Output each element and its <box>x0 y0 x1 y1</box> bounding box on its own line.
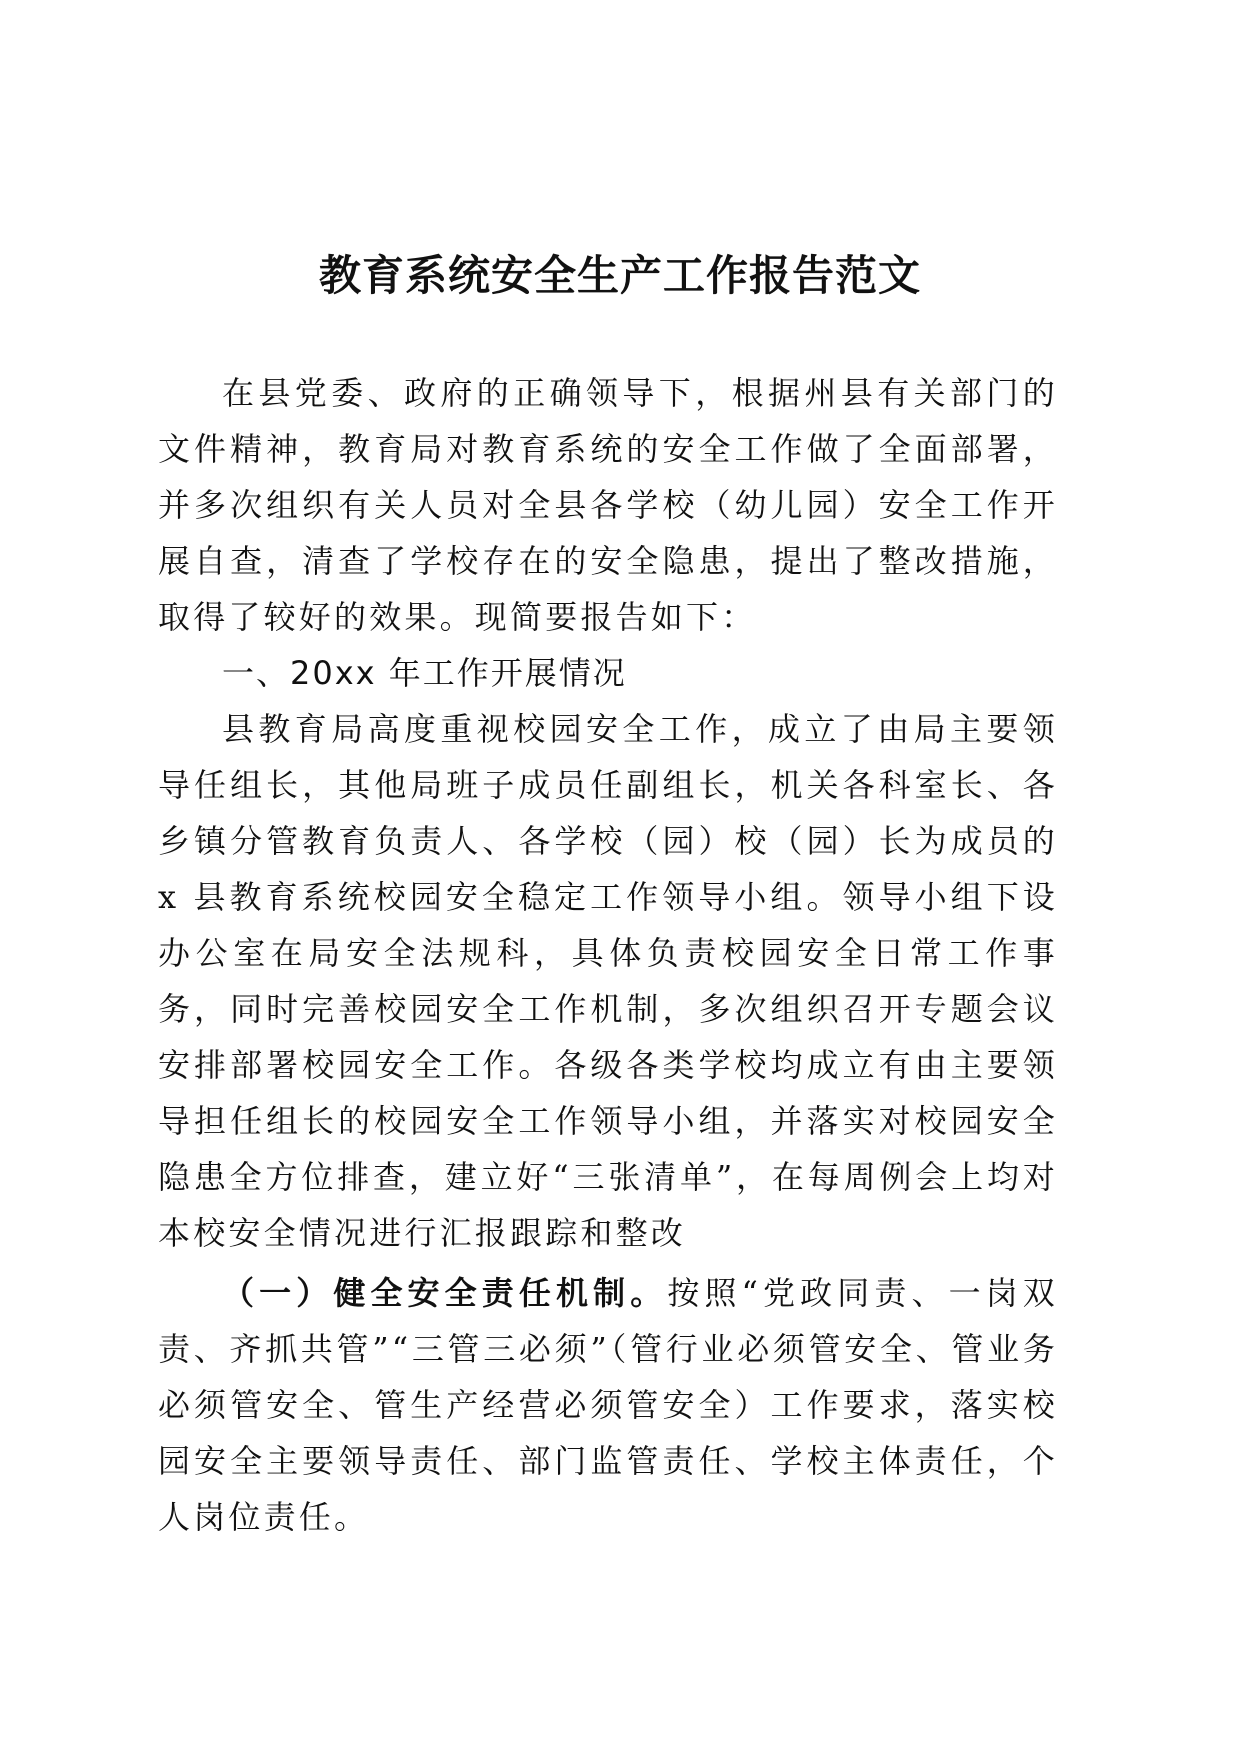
section-heading: 一、20xx 年工作开展情况 <box>222 654 627 692</box>
subsection-body: 按照“党政同责、一岗双责、齐抓共管”“三管三必须”（管行业必须管安全、管业务必须管安全、管生产经营必须管安全）工作要求，落实校园安全主要领导责任、部门监管责任、学校主体责任，个人岗位责任。 <box>158 1274 1058 1536</box>
document-body <box>158 365 1058 1545</box>
subsection-lead: （一）健全安全责任机制。 <box>222 1274 668 1312</box>
section-paragraph: 县教育局高度重视校园安全工作，成立了由局主要领导任组长，其他局班子成员任副组长，机关各科室长、各乡镇分管教育负责人、各学校（园）校（园）长为成员的 x 县教育系统校园安全稳定工作领导小组。领导小组下设办公室在局安全法规科，具体负责校园安全日常工作事务，同时完善校园安全工作机制，多次组织召开专题会议安排部署校园安全工作。各级各类学校均成立有由主要领导担任组长的校园安全工作领导小组，并落实对校园安全隐患全方位排查，建立好“三张清单”，在每周例会上均对本校安全情况进行汇报跟踪和整改 <box>158 710 1058 1252</box>
subsection-paragraph <box>158 1265 1058 1545</box>
document-title: 教育系统安全生产工作报告范文 <box>318 251 921 300</box>
intro-paragraph: 在县党委、政府的正确领导下，根据州县有关部门的文件精神，教育局对教育系统的安全工作做了全面部署，并多次组织有关人员对全县各学校（幼儿园）安全工作开展自查，清查了学校存在的安全隐患，提出了整改措施，取得了较好的效果。现简要报告如下： <box>158 374 1058 636</box>
